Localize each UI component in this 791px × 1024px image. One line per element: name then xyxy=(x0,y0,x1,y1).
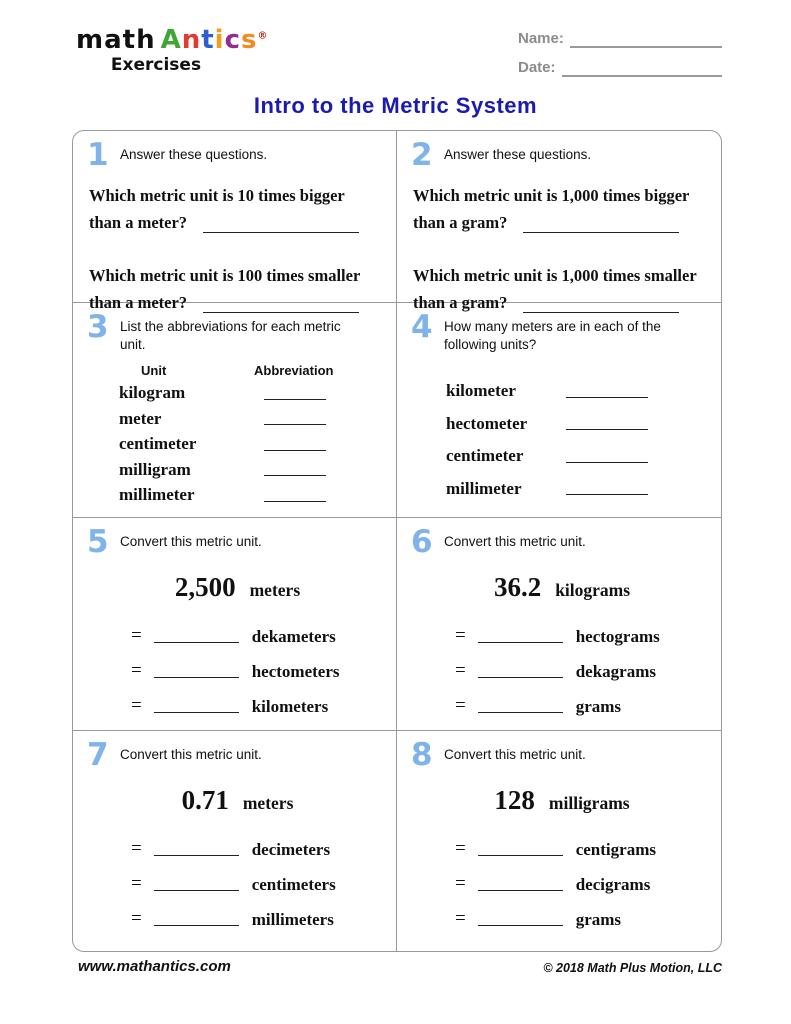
section-8-header xyxy=(411,737,713,773)
unit-label: kilogram xyxy=(119,383,186,403)
header-fields xyxy=(518,30,722,88)
answer-blank[interactable] xyxy=(264,450,326,451)
target-unit: grams xyxy=(575,909,622,929)
conversion-row xyxy=(455,824,713,859)
equals-sign: = xyxy=(131,872,142,894)
answer-blank[interactable] xyxy=(264,501,326,502)
conversion-row xyxy=(455,611,713,646)
section-instruction: Convert this metric unit. xyxy=(444,747,586,762)
table-row xyxy=(87,429,388,455)
abbreviation-table-header xyxy=(87,363,388,378)
answer-blank[interactable] xyxy=(566,494,648,495)
conversion-row xyxy=(455,894,713,929)
unit-label: centimeter xyxy=(446,446,524,466)
website-link[interactable]: www.mathantics.com xyxy=(78,958,231,975)
equals-sign: = xyxy=(455,659,466,681)
column-header-abbreviation: Abbreviation xyxy=(254,363,334,379)
conversion-row xyxy=(131,681,388,716)
page-title: Intro to the Metric System xyxy=(253,93,538,118)
section-3-header xyxy=(87,309,388,353)
unit-label: hectometer xyxy=(446,413,528,433)
section-number: 5 xyxy=(87,524,109,560)
equals-sign: = xyxy=(131,659,142,681)
conversion-row xyxy=(131,859,388,894)
conversion-row xyxy=(131,824,388,859)
answer-blank[interactable] xyxy=(154,712,239,713)
column-header-unit: Unit xyxy=(141,363,167,379)
equals-sign: = xyxy=(455,872,466,894)
section-instruction: Answer these questions. xyxy=(444,147,592,162)
source-value xyxy=(411,572,713,603)
date-input-line[interactable] xyxy=(562,61,722,77)
date-field xyxy=(518,59,722,77)
target-unit: centigrams xyxy=(575,839,656,859)
target-unit: hectometers xyxy=(251,661,340,681)
answer-blank[interactable] xyxy=(566,462,648,463)
target-unit: millimeters xyxy=(251,909,334,929)
unit-label: milligram xyxy=(119,459,191,479)
answer-blank[interactable] xyxy=(566,397,648,398)
answer-blank[interactable] xyxy=(264,399,326,400)
section-number: 7 xyxy=(87,737,109,773)
section-2 xyxy=(397,131,721,312)
date-label: Date: xyxy=(518,59,556,76)
unit-label: kilometer xyxy=(446,381,516,401)
section-instruction: Convert this metric unit. xyxy=(444,534,586,549)
value-unit: meters xyxy=(242,793,294,814)
section-number: 4 xyxy=(411,309,433,345)
answer-blank[interactable] xyxy=(478,855,563,856)
section-number: 3 xyxy=(87,309,109,345)
question-line2: than a gram? xyxy=(413,210,713,236)
section-3 xyxy=(73,303,397,518)
question-item xyxy=(413,183,713,236)
logo-wordmark xyxy=(76,25,268,55)
value-unit: meters xyxy=(249,580,301,601)
value-unit: kilograms xyxy=(555,580,631,601)
list-item xyxy=(411,369,713,402)
table-row xyxy=(87,404,388,430)
source-value xyxy=(87,785,388,816)
target-unit: kilometers xyxy=(251,696,329,716)
answer-blank[interactable] xyxy=(478,677,563,678)
answer-blank[interactable] xyxy=(478,925,563,926)
list-item xyxy=(411,402,713,435)
section-instruction: List the abbreviations for each metric unit. xyxy=(120,319,341,352)
value-number: 128 xyxy=(494,785,535,816)
registered-mark: ® xyxy=(257,30,268,42)
answer-blank[interactable] xyxy=(154,855,239,856)
section-7-header xyxy=(87,737,388,773)
math-antics-logo xyxy=(76,25,268,75)
unit-list xyxy=(411,369,713,499)
answer-blank[interactable] xyxy=(264,424,326,425)
section-7 xyxy=(73,731,397,951)
target-unit: hectograms xyxy=(575,626,660,646)
answer-blank[interactable] xyxy=(264,475,326,476)
conversion-row xyxy=(455,859,713,894)
question-line2: than a meter? xyxy=(89,290,388,316)
name-label: Name: xyxy=(518,30,564,47)
list-item xyxy=(411,467,713,500)
answer-blank[interactable] xyxy=(154,890,239,891)
conversion-row xyxy=(131,894,388,929)
equals-sign: = xyxy=(131,624,142,646)
conversion-row xyxy=(131,646,388,681)
answer-blank[interactable] xyxy=(478,712,563,713)
target-unit: decimeters xyxy=(251,839,331,859)
section-instruction: Convert this metric unit. xyxy=(120,534,262,549)
equals-sign: = xyxy=(131,907,142,929)
worksheet-grid xyxy=(72,130,722,952)
answer-blank[interactable] xyxy=(154,925,239,926)
section-1-header xyxy=(87,137,388,173)
section-number: 1 xyxy=(87,137,109,173)
target-unit: dekameters xyxy=(251,626,336,646)
answer-blank[interactable] xyxy=(203,232,359,233)
logo-subtitle: Exercises xyxy=(110,54,202,75)
conversion-row xyxy=(131,611,388,646)
answer-blank[interactable] xyxy=(154,677,239,678)
table-row xyxy=(87,480,388,506)
logo-word-math: math xyxy=(76,25,156,55)
section-5-header xyxy=(87,524,388,560)
conversion-rows xyxy=(411,824,713,929)
question-line2: than a meter? xyxy=(89,210,388,236)
name-input-line[interactable] xyxy=(570,32,722,48)
copyright-text: © 2018 Math Plus Motion, LLC xyxy=(543,961,722,975)
target-unit: centimeters xyxy=(251,874,336,894)
section-6-header xyxy=(411,524,713,560)
table-row xyxy=(87,378,388,404)
section-4 xyxy=(397,303,721,518)
section-number: 2 xyxy=(411,137,433,173)
section-instruction: Answer these questions. xyxy=(120,147,268,162)
question-line1: Which metric unit is 10 times bigger xyxy=(89,186,345,206)
question-line1: Which metric unit is 100 times smaller xyxy=(89,266,361,286)
answer-blank[interactable] xyxy=(566,429,648,430)
unit-label: meter xyxy=(119,408,162,428)
answer-blank[interactable] xyxy=(154,642,239,643)
equals-sign: = xyxy=(131,694,142,716)
section-1 xyxy=(73,131,397,312)
question-list xyxy=(87,183,388,316)
value-number: 36.2 xyxy=(493,572,542,603)
equals-sign: = xyxy=(455,624,466,646)
conversion-row xyxy=(455,646,713,681)
question-line1: Which metric unit is 1,000 times smaller xyxy=(413,266,697,286)
equals-sign: = xyxy=(131,837,142,859)
value-number: 2,500 xyxy=(174,572,236,603)
equals-sign: = xyxy=(455,694,466,716)
logo-word-antics: Antics xyxy=(160,25,258,55)
unit-label: centimeter xyxy=(119,434,197,454)
value-unit: milligrams xyxy=(548,793,630,814)
section-8 xyxy=(397,731,721,951)
question-line1: Which metric unit is 1,000 times bigger xyxy=(413,186,690,206)
answer-blank[interactable] xyxy=(478,642,563,643)
question-line2: than a gram? xyxy=(413,290,713,316)
section-instruction: Convert this metric unit. xyxy=(120,747,262,762)
answer-blank[interactable] xyxy=(478,890,563,891)
question-item xyxy=(89,183,388,236)
equals-sign: = xyxy=(455,837,466,859)
value-number: 0.71 xyxy=(181,785,229,816)
name-field xyxy=(518,30,722,48)
source-value xyxy=(411,785,713,816)
section-4-header xyxy=(411,309,713,353)
source-value xyxy=(87,572,388,603)
conversion-rows xyxy=(411,611,713,716)
unit-label: millimeter xyxy=(446,478,522,498)
conversion-rows xyxy=(87,611,388,716)
question-list xyxy=(411,183,713,316)
table-row xyxy=(87,455,388,481)
section-instruction: How many meters are in each of the following units? xyxy=(444,319,661,352)
target-unit: decigrams xyxy=(575,874,651,894)
list-item xyxy=(411,434,713,467)
section-6 xyxy=(397,518,721,731)
conversion-rows xyxy=(87,824,388,929)
target-unit: grams xyxy=(575,696,622,716)
equals-sign: = xyxy=(455,907,466,929)
unit-label: millimeter xyxy=(119,485,195,505)
section-5 xyxy=(73,518,397,731)
section-2-header xyxy=(411,137,713,173)
section-number: 6 xyxy=(411,524,433,560)
answer-blank[interactable] xyxy=(523,232,679,233)
section-number: 8 xyxy=(411,737,433,773)
conversion-row xyxy=(455,681,713,716)
target-unit: dekagrams xyxy=(575,661,656,681)
abbreviation-table xyxy=(87,363,388,506)
